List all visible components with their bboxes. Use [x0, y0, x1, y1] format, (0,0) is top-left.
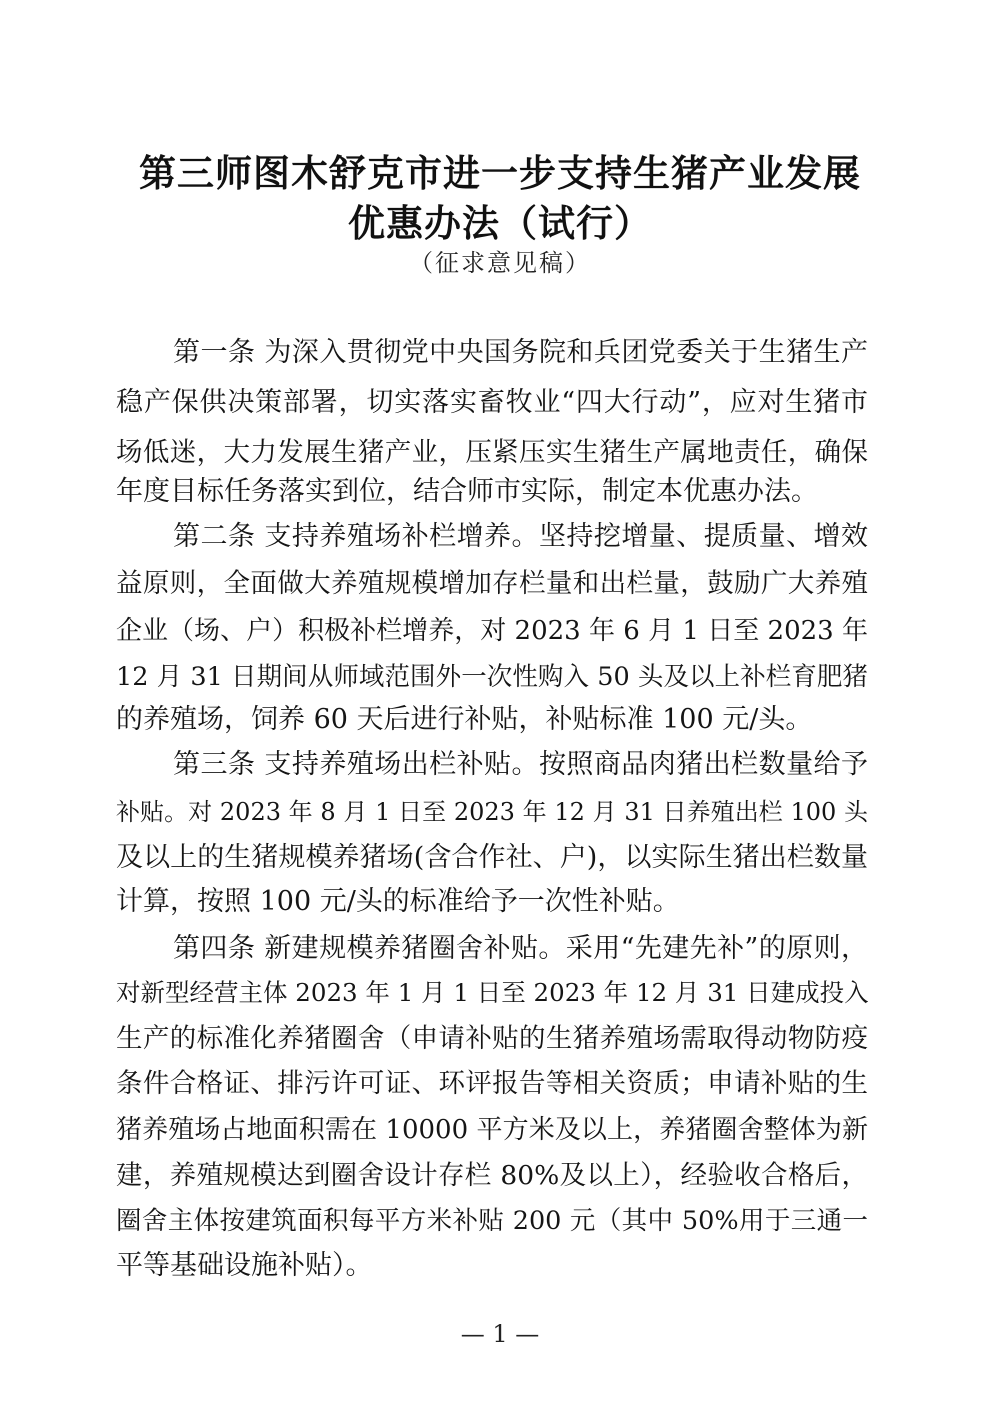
article-4-line-5: 猪养殖场占地面积需在 10000 平方米及以上，养猪圈舍整体为新 — [116, 1115, 868, 1145]
article-3-line-2: 补贴。对 2023 年 8 月 1 日至 2023 年 12 月 31 日养殖出栏 100 头 — [116, 798, 868, 826]
article-2-line-2: 益原则，全面做大养殖规模增加存栏量和出栏量，鼓励广大养殖 — [116, 568, 868, 599]
article-4-line-6: 建，养殖规模达到圈舍设计存栏 80%及以上），经验收合格后， — [116, 1160, 868, 1191]
article-2-line-5: 的养殖场，饲养 60 天后进行补贴，补贴标准 100 元/头。 — [116, 704, 813, 735]
article-4-line-4: 条件合格证、排污许可证、环评报告等相关资质；申请补贴的生 — [116, 1068, 868, 1099]
article-2-line-3: 企业（场、户）积极补栏增养，对 2023 年 6 月 1 日至 2023 年 — [116, 616, 868, 646]
article-3-line-4: 计算，按照 100 元/头的标准给予一次性补贴。 — [116, 886, 680, 917]
article-1-line-4: 年度目标任务落实到位，结合师市实际，制定本优惠办法。 — [116, 476, 818, 507]
article-2-line-4: 12 月 31 日期间从师域范围外一次性购入 50 头及以上补栏育肥猪 — [116, 662, 868, 692]
article-1-line-2: 稳产保供决策部署，切实落实畜牧业“四大行动”，应对生猪市 — [116, 387, 868, 418]
article-1-line-1: 第一条 为深入贯彻党中央国务院和兵团党委关于生猪生产 — [173, 337, 868, 368]
document-subtitle: （征求意见稿） — [409, 249, 591, 277]
document-title-line-2: 优惠办法（试行） — [348, 201, 652, 245]
page-number: — 1 — — [460, 1320, 540, 1348]
article-4-line-8: 平等基础设施补贴）。 — [116, 1250, 373, 1281]
article-1-line-3: 场低迷，大力发展生猪产业，压紧压实生猪生产属地责任，确保 — [116, 437, 868, 468]
article-4-line-7: 圈舍主体按建筑面积每平方米补贴 200 元（其中 50%用于三通一 — [116, 1206, 868, 1236]
article-4-line-2: 对新型经营主体 2023 年 1 月 1 日至 2023 年 12 月 31 日建成投入 — [116, 978, 869, 1007]
article-4-line-1: 第四条 新建规模养猪圈舍补贴。采用“先建先补”的原则， — [173, 933, 868, 964]
article-3-line-1: 第三条 支持养殖场出栏补贴。按照商品肉猪出栏数量给予 — [173, 749, 868, 780]
article-4-line-3: 生产的标准化养猪圈舍（申请补贴的生猪养殖场需取得动物防疫 — [116, 1023, 868, 1054]
article-2-line-1: 第二条 支持养殖场补栏增养。坚持挖增量、提质量、增效 — [173, 521, 868, 552]
document-title-line-1: 第三师图木舒克市进一步支持生猪产业发展 — [139, 151, 861, 195]
article-3-line-3: 及以上的生猪规模养猪场(含合作社、户)，以实际生猪出栏数量 — [116, 842, 868, 873]
